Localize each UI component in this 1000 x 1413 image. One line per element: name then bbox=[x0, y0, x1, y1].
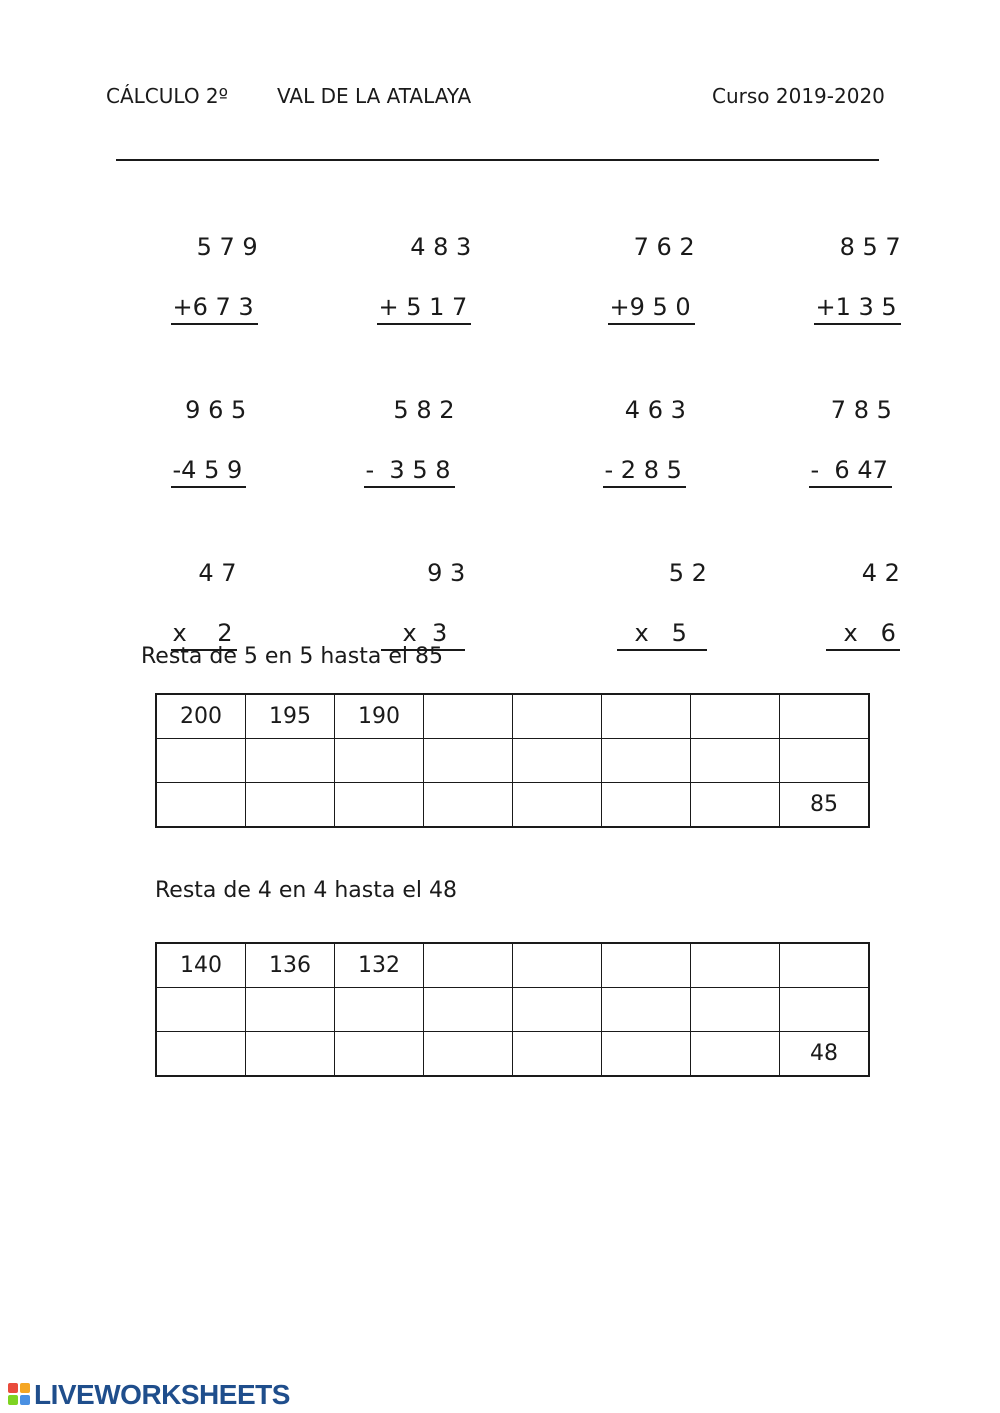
subtraction-1-bottom: -4 5 9 bbox=[171, 455, 247, 488]
sequence-cell[interactable] bbox=[691, 943, 780, 988]
sequence-cell[interactable] bbox=[246, 988, 335, 1032]
sequence-cell[interactable] bbox=[691, 739, 780, 783]
logo-square-4 bbox=[20, 1395, 30, 1405]
sequence-cell[interactable] bbox=[335, 1032, 424, 1077]
sequence-cell[interactable] bbox=[780, 694, 870, 739]
sequence-cell[interactable] bbox=[691, 783, 780, 828]
sequence-cell[interactable] bbox=[513, 943, 602, 988]
multiplication-4-bottom: x 6 bbox=[826, 618, 900, 651]
subtraction-3-bottom: - 2 8 5 bbox=[603, 455, 686, 488]
table-row bbox=[156, 694, 869, 739]
sequence-cell[interactable] bbox=[424, 988, 513, 1032]
multiplication-4-top: 4 2 bbox=[861, 559, 900, 587]
multiplication-1-top: 4 7 bbox=[198, 559, 237, 587]
logo-square-3 bbox=[8, 1395, 18, 1405]
sequence-cell: 190 bbox=[335, 694, 424, 739]
addition-3 bbox=[577, 172, 695, 355]
addition-4-bottom: +1 3 5 bbox=[814, 292, 901, 325]
multiplication-2-top: 9 3 bbox=[427, 559, 466, 587]
addition-1-top: 5 7 9 bbox=[196, 233, 258, 261]
sequence-cell[interactable] bbox=[780, 943, 870, 988]
sequence-1-title: Resta de 5 en 5 hasta el 85 bbox=[141, 644, 443, 669]
addition-2-bottom: + 5 1 7 bbox=[377, 292, 472, 325]
sequence-cell[interactable] bbox=[513, 783, 602, 828]
multiplication-1-bottom: x 2 bbox=[171, 618, 237, 651]
sequence-cell[interactable] bbox=[335, 783, 424, 828]
course-year: Curso 2019-2020 bbox=[712, 84, 885, 108]
sequence-2-table bbox=[155, 942, 870, 1077]
subtraction-2-bottom: - 3 5 8 bbox=[364, 455, 455, 488]
sequence-cell[interactable] bbox=[602, 783, 691, 828]
table-row bbox=[156, 739, 869, 783]
sequence-cell[interactable] bbox=[513, 988, 602, 1032]
sequence-2-title: Resta de 4 en 4 hasta el 48 bbox=[155, 878, 457, 903]
sequence-cell: 195 bbox=[246, 694, 335, 739]
sequence-cell: 136 bbox=[246, 943, 335, 988]
header-divider bbox=[116, 159, 879, 161]
sequence-cell[interactable] bbox=[602, 988, 691, 1032]
sequence-cell[interactable] bbox=[513, 1032, 602, 1077]
subtraction-3-top: 4 6 3 bbox=[624, 396, 686, 424]
multiplication-3-bottom: x 5 bbox=[617, 618, 707, 651]
sequence-cell[interactable] bbox=[335, 988, 424, 1032]
sequence-cell[interactable] bbox=[156, 988, 246, 1032]
subtraction-3 bbox=[572, 335, 686, 518]
logo-square-1 bbox=[8, 1383, 18, 1393]
addition-3-top: 7 6 2 bbox=[633, 233, 695, 261]
subtraction-4-bottom: - 6 47 bbox=[809, 455, 892, 488]
table-row bbox=[156, 1032, 869, 1077]
sequence-cell[interactable] bbox=[780, 988, 870, 1032]
sequence-cell: 85 bbox=[780, 783, 870, 828]
logo-square-2 bbox=[20, 1383, 30, 1393]
sequence-cell[interactable] bbox=[156, 739, 246, 783]
addition-4 bbox=[783, 172, 901, 355]
table-row bbox=[156, 943, 869, 988]
addition-2-top: 4 8 3 bbox=[410, 233, 472, 261]
sequence-cell[interactable] bbox=[602, 694, 691, 739]
school-name: VAL DE LA ATALAYA bbox=[277, 84, 472, 108]
multiplication-2-bottom: x 3 bbox=[381, 618, 466, 651]
addition-1 bbox=[140, 172, 258, 355]
sequence-cell[interactable] bbox=[156, 783, 246, 828]
sequence-cell: 132 bbox=[335, 943, 424, 988]
subtraction-1 bbox=[140, 335, 246, 518]
subtraction-4 bbox=[778, 335, 892, 518]
brand-name: LIVEWORKSHEETS bbox=[34, 1379, 290, 1410]
sequence-cell[interactable] bbox=[246, 739, 335, 783]
sequence-cell[interactable] bbox=[513, 694, 602, 739]
sequence-cell: 200 bbox=[156, 694, 246, 739]
addition-1-bottom: +6 7 3 bbox=[171, 292, 258, 325]
multiplication-3-top: 5 2 bbox=[668, 559, 707, 587]
sequence-cell[interactable] bbox=[780, 739, 870, 783]
sequence-cell[interactable] bbox=[246, 783, 335, 828]
addition-4-top: 8 5 7 bbox=[839, 233, 901, 261]
sequence-cell[interactable] bbox=[602, 943, 691, 988]
sequence-cell[interactable] bbox=[424, 943, 513, 988]
sequence-cell[interactable] bbox=[424, 694, 513, 739]
table-row bbox=[156, 988, 869, 1032]
addition-3-bottom: +9 5 0 bbox=[608, 292, 695, 325]
sequence-cell: 48 bbox=[780, 1032, 870, 1077]
sequence-cell[interactable] bbox=[424, 1032, 513, 1077]
table-row bbox=[156, 783, 869, 828]
multiplication-3 bbox=[586, 498, 707, 681]
sequence-cell[interactable] bbox=[246, 1032, 335, 1077]
sequence-cell[interactable] bbox=[691, 988, 780, 1032]
subtraction-2 bbox=[333, 335, 455, 518]
sequence-cell[interactable] bbox=[691, 694, 780, 739]
subtraction-4-top: 7 8 5 bbox=[830, 396, 892, 424]
sequence-cell[interactable] bbox=[691, 1032, 780, 1077]
addition-2 bbox=[346, 172, 471, 355]
sequence-cell[interactable] bbox=[156, 1032, 246, 1077]
sequence-cell[interactable] bbox=[424, 783, 513, 828]
sequence-1-table bbox=[155, 693, 870, 828]
sequence-cell[interactable] bbox=[424, 739, 513, 783]
multiplication-4 bbox=[795, 498, 900, 681]
subtraction-1-top: 9 6 5 bbox=[185, 396, 247, 424]
sequence-cell: 140 bbox=[156, 943, 246, 988]
liveworksheets-grid-icon bbox=[8, 1383, 32, 1407]
sequence-cell[interactable] bbox=[513, 739, 602, 783]
subtraction-2-top: 5 8 2 bbox=[393, 396, 455, 424]
sequence-cell[interactable] bbox=[602, 1032, 691, 1077]
sequence-cell[interactable] bbox=[602, 739, 691, 783]
sequence-cell[interactable] bbox=[335, 739, 424, 783]
subject-title: CÁLCULO 2º bbox=[106, 84, 229, 108]
